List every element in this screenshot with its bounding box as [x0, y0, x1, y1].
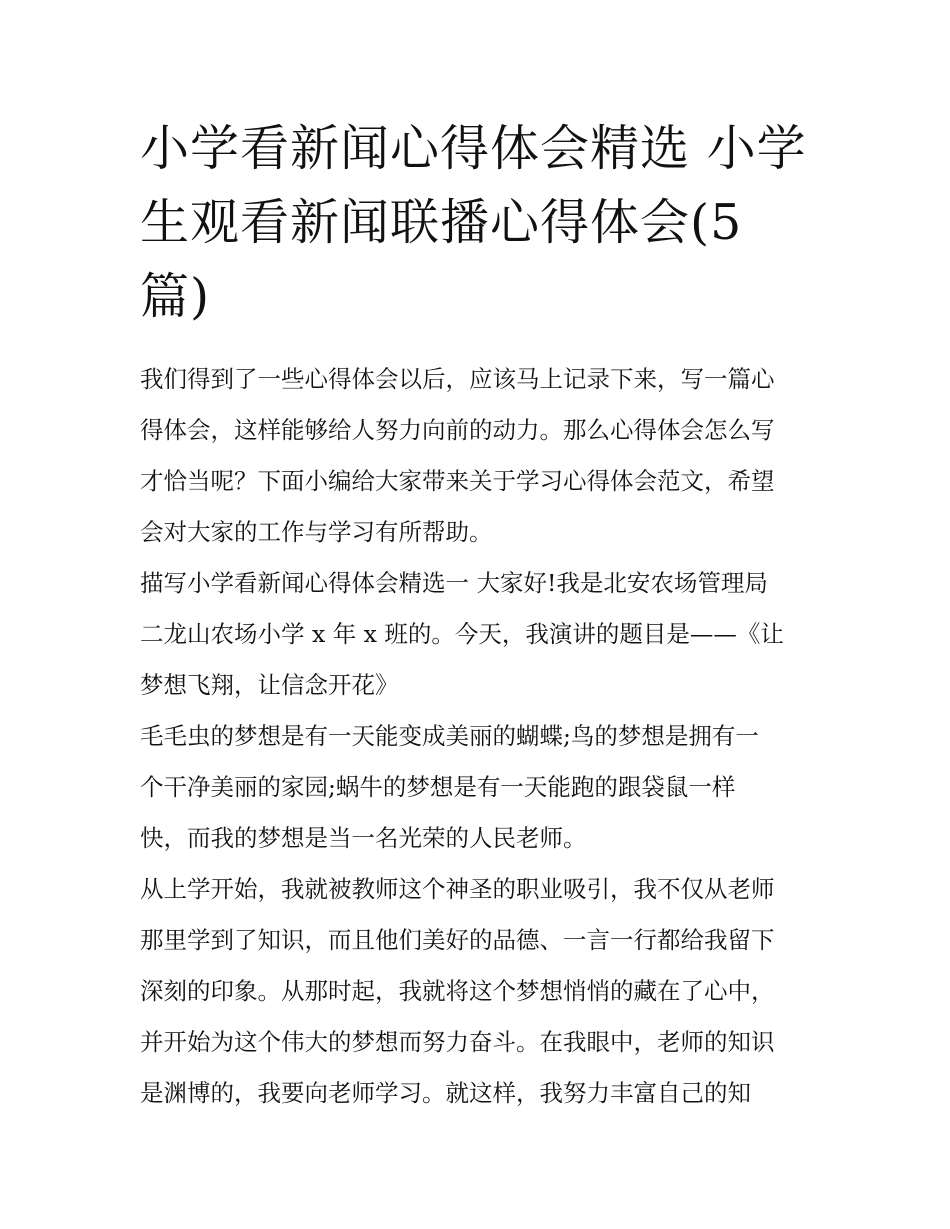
text-line: 我们得到了一些心得体会以后，应该马上记录下来，写一篇心	[140, 365, 775, 393]
paragraph-dreams	[140, 711, 812, 864]
text-line: 从上学开始，我就被教师这个神圣的职业吸引，我不仅从老师	[140, 875, 775, 903]
text-line: 梦想飞翔，让信念开花》	[140, 671, 399, 699]
title-line: 小学看新闻心得体会精选 小学	[140, 120, 807, 177]
paragraph-speech-opening	[140, 558, 812, 711]
text-line: 毛毛虫的梦想是有一天能变成美丽的蝴蝶;鸟的梦想是拥有一	[140, 722, 759, 750]
document-title	[140, 112, 812, 334]
title-line: 生观看新闻联播心得体会(5	[140, 194, 743, 251]
text-line: 并开始为这个伟大的梦想而努力奋斗。在我眼中，老师的知识	[140, 1028, 775, 1056]
text-line: 深刻的印象。从那时起，我就将这个梦想悄悄的藏在了心中，	[140, 977, 775, 1005]
text-line: 快，而我的梦想是当一名光荣的人民老师。	[140, 824, 587, 852]
paragraph-intro	[140, 354, 812, 558]
text-line: 会对大家的工作与学习有所帮助。	[140, 518, 493, 546]
paragraph-teacher	[140, 864, 812, 1119]
document-page	[140, 112, 812, 1119]
text-line: 才恰当呢？下面小编给大家带来关于学习心得体会范文，希望	[140, 467, 775, 495]
text-line: 得体会，这样能够给人努力向前的动力。那么心得体会怎么写	[140, 416, 775, 444]
text-line: 那里学到了知识，而且他们美好的品德、一言一行都给我留下	[140, 926, 775, 954]
document-body	[140, 354, 812, 1119]
title-line: 篇)	[140, 268, 211, 325]
text-line: 二龙山农场小学 x 年 x 班的。今天，我演讲的题目是——《让	[140, 620, 784, 648]
text-line: 是渊博的，我要向老师学习。就这样，我努力丰富自己的知	[140, 1079, 751, 1107]
text-line: 个干净美丽的家园;蜗牛的梦想是有一天能跑的跟袋鼠一样	[140, 773, 736, 801]
text-line: 描写小学看新闻心得体会精选一 大家好!我是北安农场管理局	[140, 569, 768, 597]
